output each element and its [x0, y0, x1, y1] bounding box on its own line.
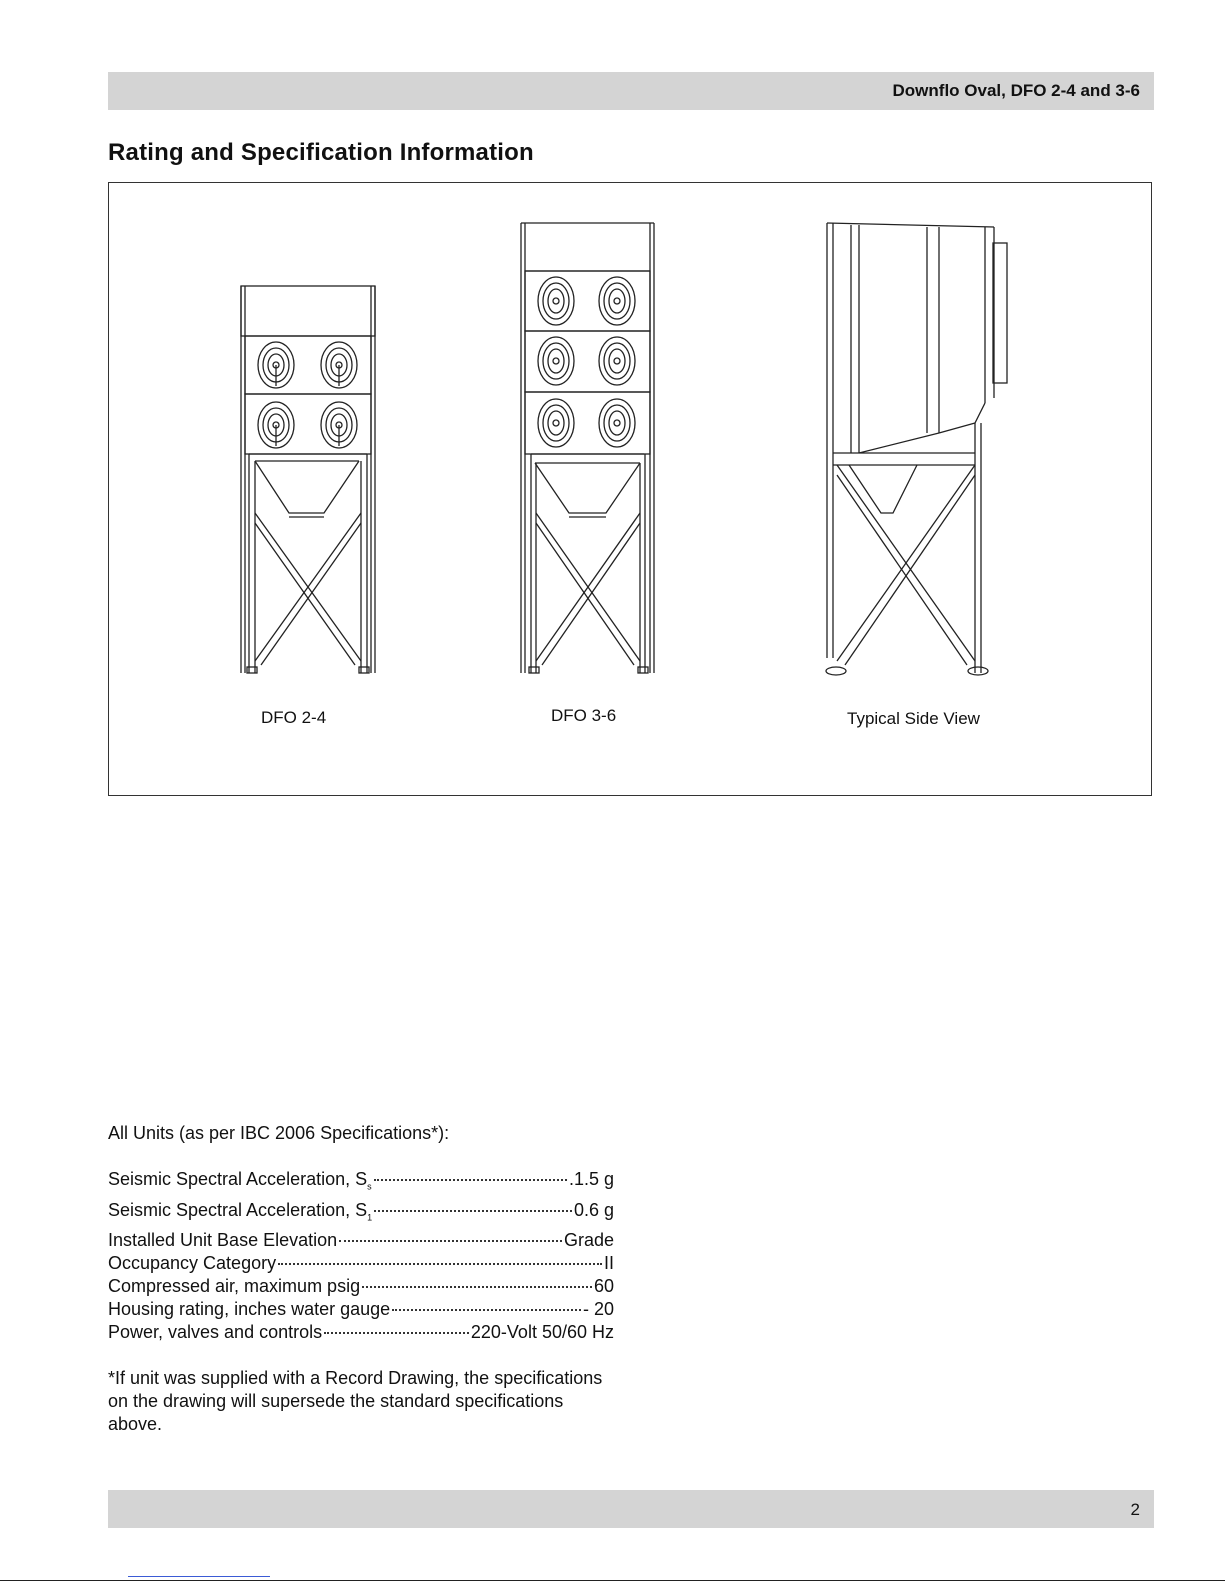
specifications-list: [108, 1122, 614, 1436]
spec-row: [108, 1199, 614, 1230]
bottom-rule: [0, 1580, 1225, 1581]
dot-leader: [339, 1240, 562, 1242]
dfo-3-6-drawing: [521, 223, 654, 673]
specs-intro: All Units (as per IBC 2006 Specifications*):: [108, 1123, 450, 1143]
spec-row: [108, 1321, 614, 1344]
caption-side-view: Typical Side View: [847, 709, 980, 728]
spec-row: [108, 1275, 614, 1298]
spec-row: [108, 1252, 614, 1275]
spec-value: Grade: [563, 1230, 614, 1251]
section-title: Rating and Specification Information: [108, 139, 534, 166]
caption-dfo-2-4: DFO 2-4: [261, 708, 327, 727]
caption-dfo-3-6: DFO 3-6: [551, 706, 617, 725]
spec-value: 220-Volt 50/60 Hz: [470, 1322, 614, 1343]
dot-leader: [374, 1210, 572, 1212]
page-number: 2: [1130, 1500, 1140, 1519]
spec-label: Power, valves and controls: [108, 1322, 323, 1343]
spec-row: [108, 1168, 614, 1199]
spec-label: Installed Unit Base Elevation: [108, 1230, 338, 1251]
dot-leader: [374, 1179, 567, 1181]
spec-label: Occupancy Category: [108, 1253, 277, 1274]
spec-value: .1.5 g: [568, 1169, 614, 1189]
specs-footnote: *If unit was supplied with a Record Drawing, the specifications on the drawing will supersede the standard specifications above.: [108, 1368, 603, 1435]
footer-bar: [108, 1490, 1154, 1528]
side-view-drawing: [826, 223, 1007, 675]
spec-row: [108, 1229, 614, 1252]
spec-value: 0.6 g: [573, 1199, 614, 1220]
dot-leader: [392, 1309, 581, 1311]
header-title: Downflo Oval, DFO 2-4 and 3-6: [892, 81, 1140, 100]
header-bar: [108, 72, 1154, 110]
dfo-2-4-drawing: [241, 286, 375, 673]
spec-label: Housing rating, inches water gauge: [108, 1299, 391, 1320]
spec-subscript: s: [367, 1181, 372, 1192]
spec-label: Compressed air, maximum psig: [108, 1276, 361, 1297]
dot-leader: [362, 1286, 592, 1288]
figure-box: [108, 182, 1152, 796]
spec-value: 60: [593, 1276, 614, 1297]
spec-subscript: 1: [367, 1212, 373, 1223]
spec-row: [108, 1298, 614, 1321]
link-underline: [128, 1576, 270, 1577]
spec-label: Seismic Spectral Acceleration, $S_1$: [108, 1199, 373, 1223]
dot-leader: [278, 1263, 602, 1265]
dot-leader: [324, 1332, 469, 1334]
spec-label: Seismic Spectral Acceleration, $S_s$: [108, 1169, 372, 1192]
spec-value: - 20: [582, 1299, 614, 1320]
spec-value: II: [603, 1253, 614, 1274]
collector-drawings: [109, 183, 1153, 797]
